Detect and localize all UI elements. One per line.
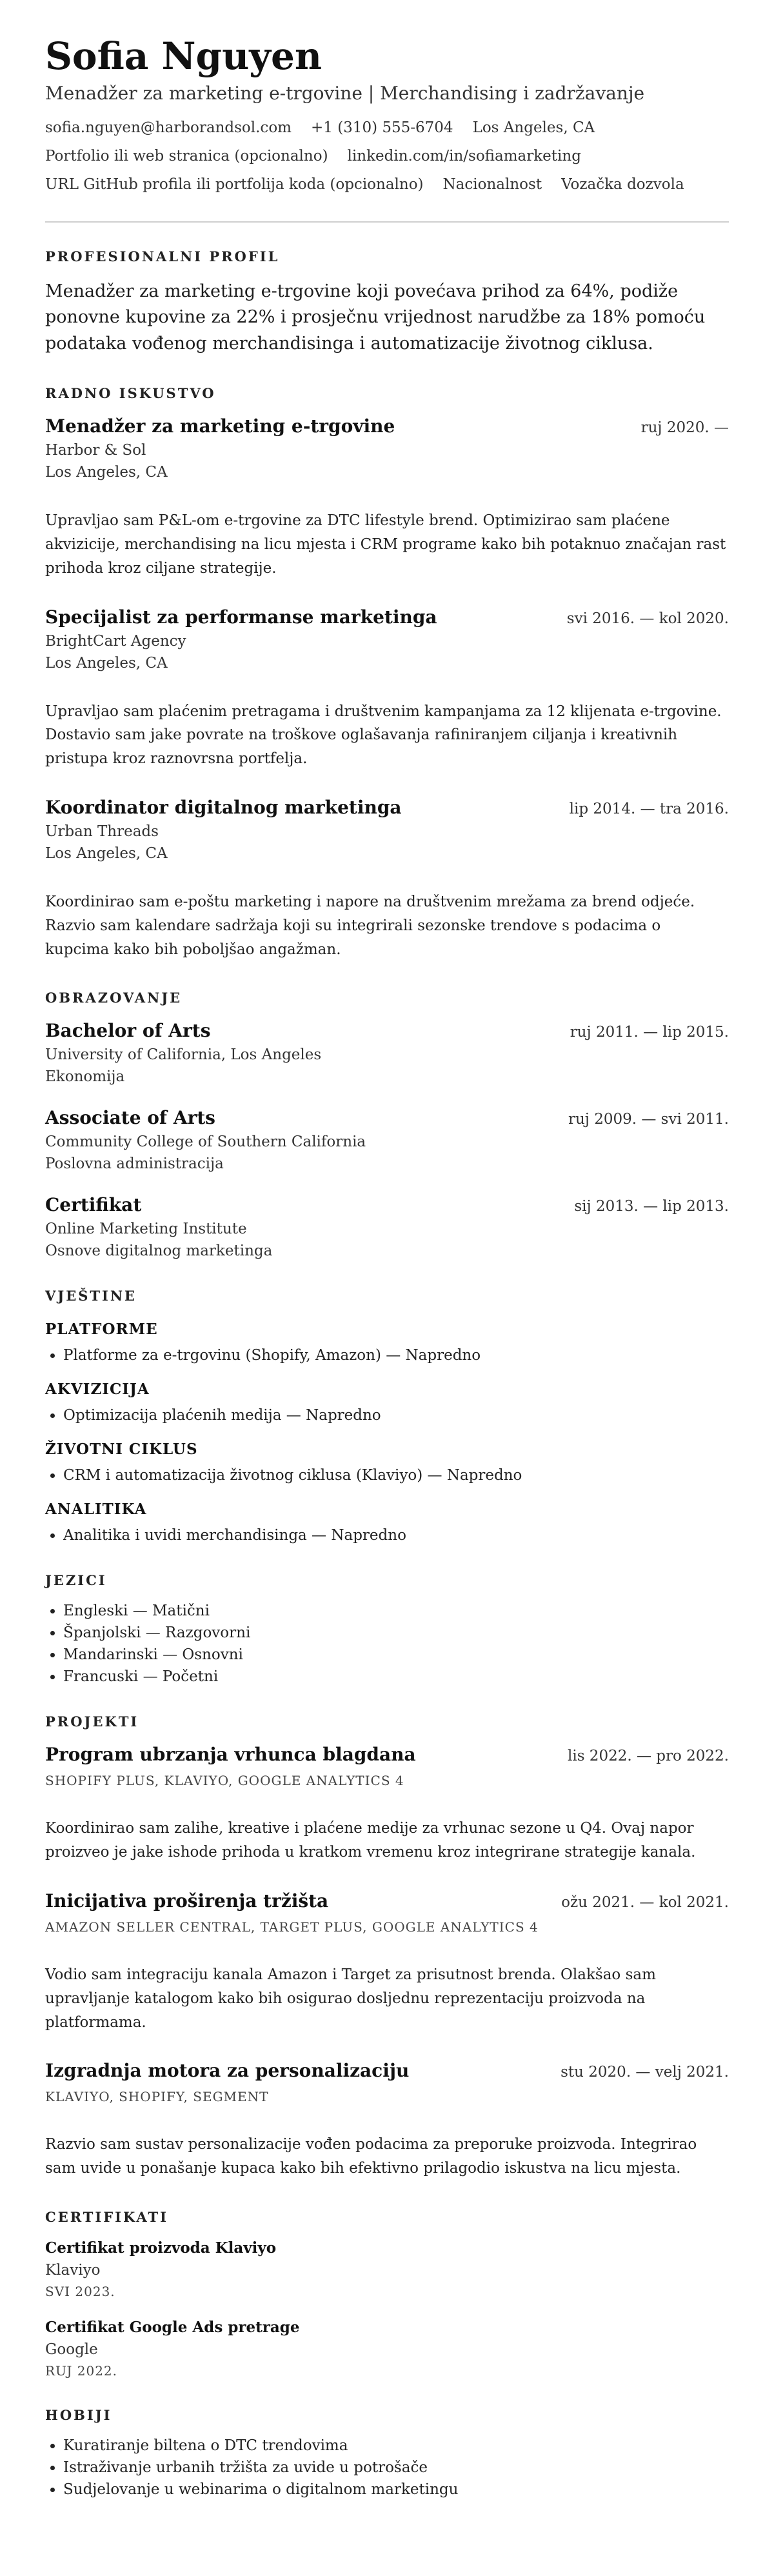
- language-item: • Francuski — Početni: [63, 1668, 729, 1685]
- education-dates: sij 2013. — lip 2013.: [574, 1198, 729, 1215]
- hobbies-section: [45, 2407, 729, 2498]
- email-link[interactable]: sofia.nguyen@harborandsol.com: [45, 119, 292, 136]
- portfolio-link[interactable]: Portfolio ili web stranica (opcionalno): [45, 147, 328, 165]
- section-title: PROFESIONALNI PROFIL: [45, 248, 280, 265]
- candidate-headline: Menadžer za marketing e-trgovine | Merchandising i zadržavanje: [45, 82, 645, 104]
- project-dates: ožu 2021. — kol 2021.: [561, 1894, 729, 1912]
- certificate-entry: [45, 2239, 729, 2299]
- language-item: • Engleski — Matični: [63, 1603, 729, 1619]
- degree-title: Bachelor of Arts: [45, 1020, 211, 1042]
- education-section: [45, 990, 729, 1259]
- job-title: Menadžer za marketing e-trgovine: [45, 415, 395, 437]
- language-item: • Španjolski — Razgovorni: [63, 1624, 729, 1641]
- job-description: Upravljao sam P&L-om e-trgovine za DTC lifestyle brend. Optimizirao sam plaćene akvizicije, merchandising na licu mjesta i CRM programe kako bih potaknuo značajan rast prihoda kroz ciljane strategije.: [45, 512, 726, 577]
- experience-entry: [45, 415, 729, 580]
- skill-category: ANALITIKA: [45, 1501, 147, 1519]
- profile-section: [45, 248, 729, 357]
- education-dates: ruj 2009. — svi 2011.: [568, 1111, 729, 1128]
- project-name: Inicijativa proširenja tržišta: [45, 1890, 329, 1912]
- nationality: Nacionalnost: [442, 175, 542, 193]
- project-tech: SHOPIFY PLUS, KLAVIYO, GOOGLE ANALYTICS 4: [45, 1773, 404, 1789]
- contact-row-1: [45, 119, 729, 136]
- skill-category: AKVIZICIJA: [45, 1381, 150, 1399]
- project-entry: [45, 1890, 729, 2034]
- skill-item: • CRM i automatizacija životnog ciklusa (Klaviyo) — Napredno: [63, 1467, 729, 1484]
- education-entry: [45, 1020, 729, 1085]
- project-tech: KLAVIYO, SHOPIFY, SEGMENT: [45, 2089, 269, 2105]
- certificate-issuer: Klaviyo: [45, 2262, 101, 2279]
- skill-list: [45, 1467, 729, 1484]
- section-title: RADNO ISKUSTVO: [45, 385, 216, 402]
- job-dates: lip 2014. — tra 2016.: [569, 801, 729, 818]
- location: Los Angeles, CA: [472, 119, 595, 136]
- job-description: Upravljao sam plaćenim pretragama i društvenim kampanjama za 12 klijenata e-trgovine. Dostavio sam jake povrate na troškove oglašavanja rafiniranjem ciljanja i kreativnih pristupa kroz raznovrsna portfelja.: [45, 703, 722, 768]
- education-entry: [45, 1194, 729, 1259]
- experience-entry: [45, 797, 729, 961]
- project-description: Koordinirao sam zalihe, kreative i plaćene medije za vrhunac sezone u Q4. Ovaj napor proizveo je jake ishode prihoda u kratkom vremenu kroz integrirane strategije kanala.: [45, 1820, 696, 1861]
- job-dates: ruj 2020. —: [640, 419, 729, 437]
- contact-row-3: [45, 176, 729, 193]
- languages-section: [45, 1572, 729, 1685]
- education-dates: ruj 2011. — lip 2015.: [570, 1024, 729, 1041]
- section-title: OBRAZOVANJE: [45, 990, 183, 1006]
- school-name: Community College of Southern California: [45, 1133, 366, 1151]
- field-of-study: Poslovna administracija: [45, 1155, 224, 1173]
- school-name: University of California, Los Angeles: [45, 1046, 322, 1064]
- education-entry: [45, 1107, 729, 1172]
- job-title: Koordinator digitalnog marketinga: [45, 797, 402, 819]
- projects-section: [45, 1713, 729, 2181]
- language-item: • Mandarinski — Osnovni: [63, 1646, 729, 1663]
- certificate-name: Certifikat Google Ads pretrage: [45, 2319, 300, 2337]
- job-title: Specijalist za performanse marketinga: [45, 606, 437, 628]
- language-list: [45, 1603, 729, 1685]
- header-divider: [45, 221, 729, 223]
- certificate-date: RUJ 2022.: [45, 2363, 118, 2379]
- certificate-date: SVI 2023.: [45, 2284, 115, 2300]
- section-title: CERTIFIKATI: [45, 2209, 168, 2226]
- skills-section: [45, 1288, 729, 1544]
- hobby-item: • Sudjelovanje u webinarima o digitalnom marketingu: [63, 2481, 729, 2498]
- skill-list: [45, 1347, 729, 1364]
- hobby-item: • Istraživanje urbanih tržišta za uvide u potrošače: [63, 2459, 729, 2476]
- project-name: Izgradnja motora za personalizaciju: [45, 2060, 410, 2082]
- project-description: Razvio sam sustav personalizacije vođen podacima za preporuke proizvoda. Integrirao sam uvide u ponašanje kupaca kako bih efektivno prilagodio iskustva na licu mjesta.: [45, 2136, 697, 2177]
- phone-number[interactable]: +1 (310) 555-6704: [310, 119, 453, 136]
- linkedin-link[interactable]: linkedin.com/in/sofiamarketing: [347, 147, 581, 165]
- section-title: HOBIJI: [45, 2407, 112, 2424]
- section-title: VJEŠTINE: [45, 1288, 137, 1304]
- experience-section: [45, 385, 729, 961]
- school-name: Online Marketing Institute: [45, 1221, 247, 1238]
- hobby-list: [45, 2437, 729, 2498]
- field-of-study: Ekonomija: [45, 1068, 125, 1086]
- project-name: Program ubrzanja vrhunca blagdana: [45, 1744, 416, 1766]
- project-dates: lis 2022. — pro 2022.: [567, 1748, 729, 1765]
- skill-list: [45, 1527, 729, 1544]
- drivers-license: Vozačka dozvola: [561, 175, 684, 193]
- skill-item: • Analitika i uvidi merchandisinga — Napredno: [63, 1527, 729, 1544]
- certificate-name: Certifikat proizvoda Klaviyo: [45, 2239, 277, 2257]
- job-dates: svi 2016. — kol 2020.: [566, 610, 729, 627]
- certificate-issuer: Google: [45, 2341, 98, 2359]
- candidate-name: Sofia Nguyen: [45, 34, 322, 78]
- job-description: Koordinirao sam e-poštu marketing i napore na društvenim mrežama za brend odjeće. Razvio sam kalendare sadržaja koji su integrirali sezonske trendove s podacima o kupcima kako bih poboljšao angažman.: [45, 894, 695, 958]
- section-title: JEZICI: [45, 1572, 107, 1589]
- company-name: Urban Threads: [45, 823, 159, 841]
- project-entry: [45, 2060, 729, 2181]
- project-dates: stu 2020. — velj 2021.: [561, 2064, 729, 2081]
- certificate-entry: [45, 2319, 729, 2379]
- skill-category: ŽIVOTNI CIKLUS: [45, 1441, 198, 1459]
- skill-item: • Optimizacija plaćenih medija — Napredno: [63, 1407, 729, 1424]
- project-tech: AMAZON SELLER CENTRAL, TARGET PLUS, GOOGLE ANALYTICS 4: [45, 1919, 539, 1935]
- profile-summary: Menadžer za marketing e-trgovine koji povećava prihod za 64%, podiže ponovne kupovine za 22% i prosječnu vrijednost narudžbe za 18% pomoću podataka vođenog merchandisinga i automatizacije životnog ciklusa.: [45, 281, 706, 354]
- skill-item: • Platforme za e-trgovinu (Shopify, Amazon) — Napredno: [63, 1347, 729, 1364]
- skill-category: PLATFORME: [45, 1321, 158, 1339]
- certificates-section: [45, 2209, 729, 2379]
- degree-title: Associate of Arts: [45, 1107, 215, 1129]
- degree-title: Certifikat: [45, 1194, 142, 1216]
- field-of-study: Osnove digitalnog marketinga: [45, 1243, 273, 1260]
- hobby-item: • Kuratiranje biltena o DTC trendovima: [63, 2437, 729, 2454]
- company-name: Harbor & Sol: [45, 442, 146, 459]
- github-link[interactable]: URL GitHub profila ili portfolija koda (opcionalno): [45, 175, 424, 193]
- company-name: BrightCart Agency: [45, 632, 186, 650]
- project-entry: [45, 1744, 729, 1864]
- section-title: PROJEKTI: [45, 1713, 139, 1730]
- contact-row-2: [45, 148, 729, 165]
- experience-entry: [45, 606, 729, 771]
- project-description: Vodio sam integraciju kanala Amazon i Target za prisutnost brenda. Olakšao sam upravljanje katalogom kako bih osigurao dosljednu reprezentaciju proizvoda na platformama.: [45, 1966, 656, 2031]
- skill-list: [45, 1407, 729, 1424]
- job-location: Los Angeles, CA: [45, 654, 168, 672]
- job-location: Los Angeles, CA: [45, 845, 168, 863]
- job-location: Los Angeles, CA: [45, 464, 168, 481]
